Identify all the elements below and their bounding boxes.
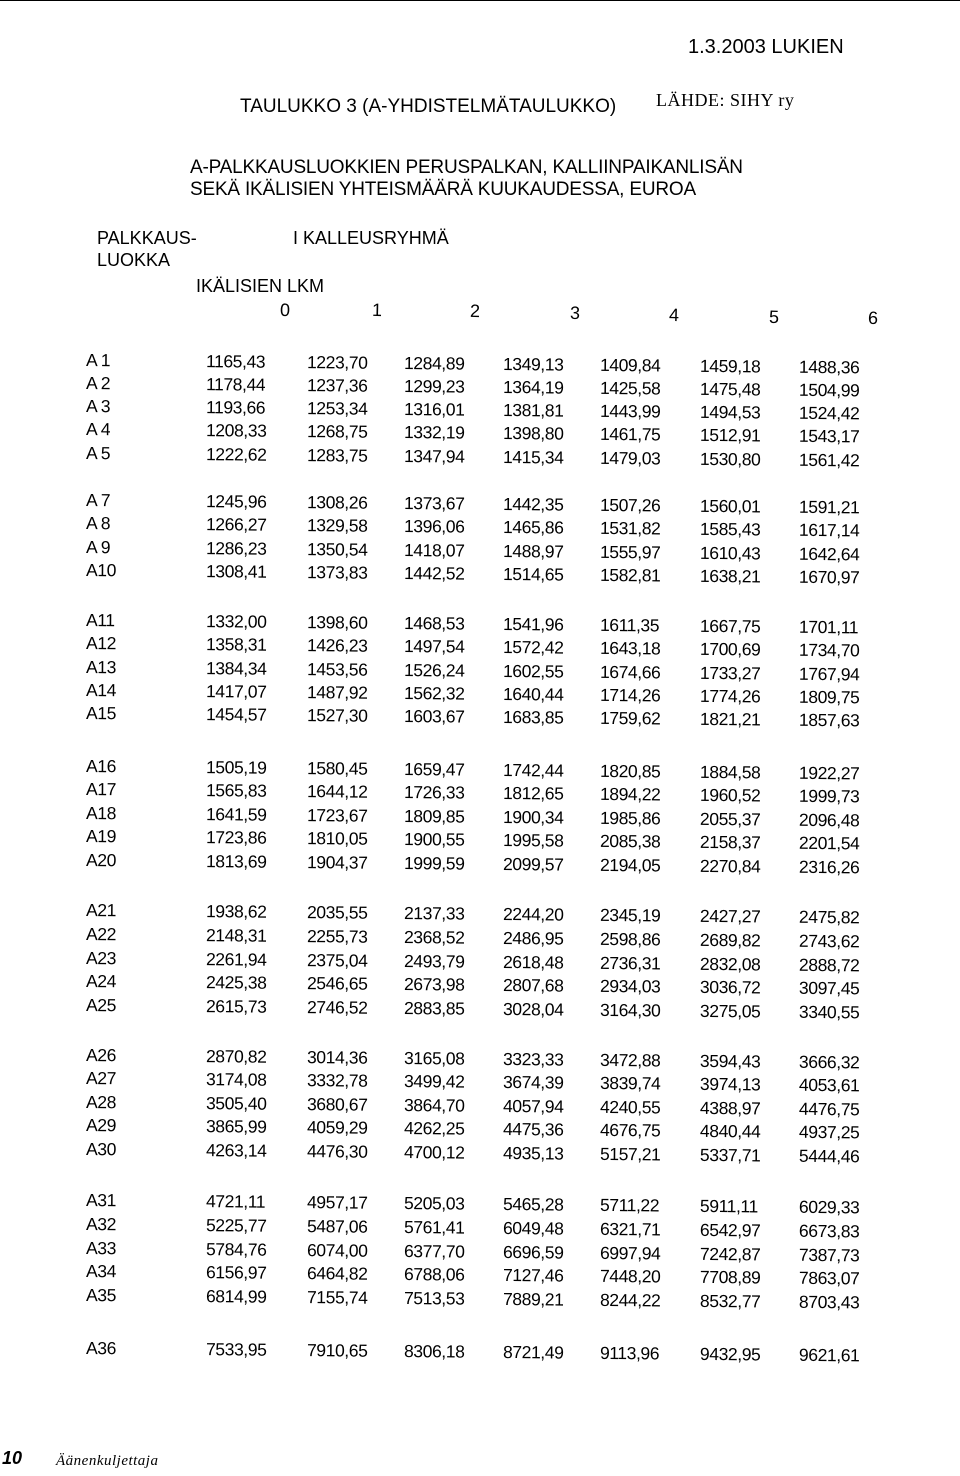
salary-value-cell: 1813,69 xyxy=(205,851,267,872)
salary-value-cell: 2743,62 xyxy=(798,930,860,952)
salary-value-cell: 1774,26 xyxy=(699,685,761,707)
salary-value-cell: 2832,08 xyxy=(699,953,761,975)
salary-value-cell: 1468,53 xyxy=(403,613,465,634)
salary-class-label: A34 xyxy=(85,1260,117,1282)
publication-name: Äänenkuljettaja xyxy=(56,1453,159,1469)
salary-class-label: A32 xyxy=(85,1213,117,1235)
salary-value-cell: 1418,07 xyxy=(403,540,465,561)
salary-value-cell: 4840,44 xyxy=(699,1120,761,1142)
salary-value-cell: 1541,96 xyxy=(502,613,564,635)
salary-value-cell: 1453,56 xyxy=(306,659,368,680)
salary-value-cell: 4057,94 xyxy=(502,1095,564,1117)
salary-class-label: A13 xyxy=(85,656,117,678)
salary-class-label: A31 xyxy=(85,1189,117,1211)
salary-value-cell: 2035,55 xyxy=(306,902,368,923)
salary-value-cell: 2261,94 xyxy=(205,949,267,970)
salary-value-cell: 2099,57 xyxy=(502,853,564,875)
salary-value-cell: 2615,73 xyxy=(205,996,267,1017)
salary-value-cell: 2746,52 xyxy=(306,997,368,1018)
salary-value-cell: 4476,75 xyxy=(798,1098,860,1120)
salary-value-cell: 2888,72 xyxy=(798,954,860,976)
salary-value-cell: 4957,17 xyxy=(306,1192,368,1213)
salary-value-cell: 1409,84 xyxy=(599,354,661,376)
salary-value-cell: 7155,74 xyxy=(306,1287,368,1308)
salary-value-cell: 3014,36 xyxy=(306,1047,368,1068)
salary-value-cell: 1398,60 xyxy=(306,612,368,633)
salary-value-cell: 1572,42 xyxy=(502,636,564,658)
salary-value-cell: 2270,84 xyxy=(699,855,761,877)
salary-value-cell: 7863,07 xyxy=(798,1267,860,1289)
salary-value-cell: 1714,26 xyxy=(599,684,661,706)
salary-value-cell: 2316,26 xyxy=(798,856,860,878)
salary-value-cell: 1332,00 xyxy=(205,611,267,632)
salary-value-cell: 1960,52 xyxy=(699,784,761,806)
salary-value-cell: 4053,61 xyxy=(798,1074,860,1096)
salary-value-cell: 1384,34 xyxy=(205,658,267,679)
salary-value-cell: 1683,85 xyxy=(502,706,564,728)
salary-value-cell: 1237,36 xyxy=(306,375,368,396)
salary-class-label: A35 xyxy=(85,1284,117,1306)
salary-value-cell: 7708,89 xyxy=(699,1266,761,1288)
salary-value-cell: 1488,36 xyxy=(798,356,860,378)
salary-value-cell: 5761,41 xyxy=(403,1217,465,1238)
salary-value-cell: 8703,43 xyxy=(798,1291,860,1313)
salary-value-cell: 1165,43 xyxy=(205,351,266,372)
salary-value-cell: 7513,53 xyxy=(403,1288,465,1309)
class-column-label-2: LUOKKA xyxy=(97,250,171,270)
salary-value-cell: 1560,01 xyxy=(699,495,761,517)
salary-value-cell: 1396,06 xyxy=(403,516,465,537)
salary-value-cell: 2055,37 xyxy=(699,808,761,830)
salary-value-cell: 2158,37 xyxy=(699,831,761,853)
salary-class-label: A36 xyxy=(85,1337,117,1359)
salary-value-cell: 1820,85 xyxy=(599,760,661,782)
salary-value-cell: 3323,33 xyxy=(502,1048,564,1070)
salary-value-cell: 6997,94 xyxy=(599,1242,661,1264)
increment-count-label: IKÄLISIEN LKM xyxy=(196,276,325,296)
salary-value-cell: 6696,59 xyxy=(502,1241,564,1263)
salary-value-cell: 1894,22 xyxy=(599,783,661,805)
salary-class-label: A 1 xyxy=(85,349,111,371)
salary-value-cell: 4240,55 xyxy=(599,1096,661,1118)
salary-value-cell: 1638,21 xyxy=(699,565,761,587)
salary-value-cell: 4263,14 xyxy=(205,1140,267,1161)
salary-class-label: A30 xyxy=(85,1138,117,1160)
salary-value-cell: 1670,97 xyxy=(798,566,860,588)
salary-value-cell: 1479,03 xyxy=(599,447,661,469)
salary-value-cell: 2244,20 xyxy=(502,903,564,925)
salary-class-label: A 5 xyxy=(85,442,111,464)
salary-class-label: A 3 xyxy=(85,395,111,417)
salary-class-label: A33 xyxy=(85,1237,117,1259)
salary-value-cell: 2673,98 xyxy=(403,974,465,995)
salary-value-cell: 3974,13 xyxy=(699,1073,761,1095)
salary-value-cell: 4059,29 xyxy=(306,1117,368,1138)
salary-value-cell: 1426,23 xyxy=(306,635,368,656)
column-header: 1 xyxy=(371,299,383,321)
salary-value-cell: 1442,35 xyxy=(502,493,564,515)
column-header: 0 xyxy=(279,299,291,321)
salary-value-cell: 2427,27 xyxy=(699,905,761,927)
salary-value-cell: 1641,59 xyxy=(205,804,267,825)
salary-value-cell: 7889,21 xyxy=(502,1288,564,1310)
salary-value-cell: 6788,06 xyxy=(403,1264,465,1285)
class-column-label-1: PALKKAUS- xyxy=(97,228,197,248)
salary-value-cell: 3174,08 xyxy=(205,1069,267,1090)
salary-value-cell: 1266,27 xyxy=(205,514,267,535)
salary-value-cell: 2425,38 xyxy=(205,972,267,993)
salary-value-cell: 1514,65 xyxy=(502,563,564,585)
salary-value-cell: 5911,11 xyxy=(699,1195,758,1217)
salary-value-cell: 1759,62 xyxy=(599,707,661,729)
salary-value-cell: 2486,95 xyxy=(502,927,564,949)
salary-value-cell: 4476,30 xyxy=(306,1141,368,1162)
salary-value-cell: 1283,75 xyxy=(306,445,368,466)
salary-value-cell: 1922,27 xyxy=(798,762,860,784)
salary-value-cell: 2546,65 xyxy=(306,973,368,994)
salary-value-cell: 1286,23 xyxy=(205,538,267,559)
salary-class-label: A 4 xyxy=(85,418,111,440)
salary-class-label: A20 xyxy=(85,849,117,871)
salary-value-cell: 8532,77 xyxy=(699,1290,761,1312)
salary-value-cell: 1223,70 xyxy=(306,352,368,373)
salary-value-cell: 1603,67 xyxy=(403,706,465,727)
salary-value-cell: 6673,83 xyxy=(798,1220,860,1242)
salary-value-cell: 1268,75 xyxy=(306,421,368,442)
salary-value-cell: 1494,53 xyxy=(699,401,761,423)
salary-value-cell: 1591,21 xyxy=(798,496,860,518)
salary-value-cell: 1208,33 xyxy=(205,420,267,441)
salary-value-cell: 1488,97 xyxy=(502,540,564,562)
salary-value-cell: 4700,12 xyxy=(403,1142,465,1163)
salary-value-cell: 7448,20 xyxy=(599,1265,661,1287)
salary-value-cell: 6156,97 xyxy=(205,1262,267,1283)
salary-value-cell: 1884,58 xyxy=(699,761,761,783)
salary-value-cell: 1617,14 xyxy=(798,519,860,541)
source-note: LÄHDE: SIHY ry xyxy=(656,90,795,110)
salary-value-cell: 1985,86 xyxy=(599,807,661,829)
salary-value-cell: 1425,58 xyxy=(599,377,661,399)
salary-value-cell: 5205,03 xyxy=(403,1193,465,1214)
salary-class-label: A26 xyxy=(85,1044,117,1066)
salary-value-cell: 1580,45 xyxy=(306,758,368,779)
salary-value-cell: 1524,42 xyxy=(798,402,860,424)
salary-value-cell: 8244,22 xyxy=(599,1289,661,1311)
salary-class-label: A27 xyxy=(85,1067,117,1089)
price-group-label: I KALLEUSRYHMÄ xyxy=(293,228,449,248)
salary-value-cell: 1442,52 xyxy=(403,563,465,584)
salary-value-cell: 7910,65 xyxy=(306,1340,368,1361)
salary-value-cell: 3680,67 xyxy=(306,1094,368,1115)
salary-value-cell: 2883,85 xyxy=(403,998,465,1019)
salary-value-cell: 1373,67 xyxy=(403,493,465,514)
salary-value-cell: 6377,70 xyxy=(403,1241,465,1262)
salary-value-cell: 1742,44 xyxy=(502,759,564,781)
salary-value-cell: 5444,46 xyxy=(798,1145,860,1167)
salary-value-cell: 1475,48 xyxy=(699,378,761,400)
salary-class-label: A15 xyxy=(85,702,117,724)
salary-value-cell: 2345,19 xyxy=(599,904,661,926)
salary-class-label: A 9 xyxy=(85,536,111,558)
salary-value-cell: 1999,73 xyxy=(798,785,860,807)
salary-value-cell: 1562,32 xyxy=(403,683,465,704)
salary-value-cell: 2475,82 xyxy=(798,906,860,928)
salary-value-cell: 1585,43 xyxy=(699,518,761,540)
salary-value-cell: 1417,07 xyxy=(205,681,267,702)
salary-class-label: A12 xyxy=(85,632,117,654)
salary-value-cell: 1857,63 xyxy=(798,709,860,731)
salary-value-cell: 1349,13 xyxy=(502,353,564,375)
salary-value-cell: 1723,86 xyxy=(205,827,267,848)
salary-value-cell: 3164,30 xyxy=(599,999,661,1021)
salary-value-cell: 2870,82 xyxy=(205,1046,267,1067)
salary-class-label: A29 xyxy=(85,1114,117,1136)
salary-class-label: A14 xyxy=(85,679,117,701)
salary-value-cell: 2255,73 xyxy=(306,926,368,947)
salary-value-cell: 2368,52 xyxy=(403,927,465,948)
salary-value-cell: 1350,54 xyxy=(306,539,368,560)
salary-value-cell: 3674,39 xyxy=(502,1071,564,1093)
salary-value-cell: 3594,43 xyxy=(699,1050,761,1072)
salary-class-label: A17 xyxy=(85,778,117,800)
salary-value-cell: 1461,75 xyxy=(599,423,661,445)
salary-value-cell: 2493,79 xyxy=(403,951,465,972)
salary-value-cell: 1284,89 xyxy=(403,353,465,374)
salary-value-cell: 3472,88 xyxy=(599,1049,661,1071)
salary-value-cell: 6049,48 xyxy=(502,1217,564,1239)
column-header: 2 xyxy=(469,300,481,322)
salary-value-cell: 1938,62 xyxy=(205,901,267,922)
salary-value-cell: 1299,23 xyxy=(403,376,465,397)
salary-value-cell: 3028,04 xyxy=(502,998,564,1020)
salary-value-cell: 1193,66 xyxy=(205,397,266,418)
salary-value-cell: 4262,25 xyxy=(403,1118,465,1139)
salary-class-label: A 8 xyxy=(85,512,111,534)
salary-value-cell: 1308,26 xyxy=(306,492,368,513)
salary-value-cell: 1904,37 xyxy=(306,852,368,873)
salary-value-cell: 6029,33 xyxy=(798,1196,860,1218)
salary-value-cell: 1700,69 xyxy=(699,638,761,660)
salary-value-cell: 1610,43 xyxy=(699,542,761,564)
salary-value-cell: 5225,77 xyxy=(205,1215,267,1236)
salary-class-label: A28 xyxy=(85,1091,117,1113)
salary-value-cell: 2201,54 xyxy=(798,832,860,854)
salary-class-label: A23 xyxy=(85,947,117,969)
salary-value-cell: 2148,31 xyxy=(205,925,267,946)
salary-value-cell: 3097,45 xyxy=(798,977,860,999)
salary-value-cell: 6542,97 xyxy=(699,1219,761,1241)
salary-value-cell: 2618,48 xyxy=(502,951,564,973)
salary-value-cell: 1582,81 xyxy=(599,564,661,586)
table-title: TAULUKKO 3 (A-YHDISTELMÄTAULUKKO) xyxy=(240,96,617,117)
salary-value-cell: 3864,70 xyxy=(403,1095,465,1116)
salary-value-cell: 1364,19 xyxy=(502,376,564,398)
salary-value-cell: 1253,34 xyxy=(306,398,368,419)
salary-value-cell: 3332,78 xyxy=(306,1070,368,1091)
salary-value-cell: 9432,95 xyxy=(699,1343,761,1365)
salary-value-cell: 7387,73 xyxy=(798,1244,860,1266)
salary-class-label: A18 xyxy=(85,802,117,824)
salary-value-cell: 1555,97 xyxy=(599,541,661,563)
salary-value-cell: 3165,08 xyxy=(403,1048,465,1069)
salary-value-cell: 4676,75 xyxy=(599,1119,661,1141)
salary-value-cell: 3666,32 xyxy=(798,1051,860,1073)
page-number: 10 xyxy=(2,1448,23,1468)
salary-value-cell: 1734,70 xyxy=(798,639,860,661)
salary-value-cell: 1644,12 xyxy=(306,781,368,802)
salary-value-cell: 1674,66 xyxy=(599,661,661,683)
salary-class-label: A 2 xyxy=(85,372,111,394)
salary-value-cell: 1415,34 xyxy=(502,446,564,468)
salary-value-cell: 1443,99 xyxy=(599,400,661,422)
salary-value-cell: 6464,82 xyxy=(306,1263,368,1284)
salary-class-label: A21 xyxy=(85,899,117,921)
salary-value-cell: 1308,41 xyxy=(205,561,267,582)
salary-value-cell: 9621,61 xyxy=(798,1344,860,1366)
salary-value-cell: 1526,24 xyxy=(403,660,465,681)
salary-value-cell: 1723,67 xyxy=(306,805,368,826)
salary-value-cell: 2934,03 xyxy=(599,975,661,997)
salary-class-label: A22 xyxy=(85,923,117,945)
salary-value-cell: 1809,85 xyxy=(403,806,465,827)
table-heading-line-1: A-PALKKAUSLUOKKIEN PERUSPALKAN, KALLIINPAIKANLISÄN xyxy=(190,157,743,178)
salary-value-cell: 6074,00 xyxy=(306,1240,368,1261)
salary-value-cell: 4475,36 xyxy=(502,1118,564,1140)
salary-value-cell: 2085,38 xyxy=(599,830,661,852)
salary-value-cell: 2375,04 xyxy=(306,950,368,971)
salary-value-cell: 1810,05 xyxy=(306,828,368,849)
salary-value-cell: 1643,18 xyxy=(599,637,661,659)
salary-value-cell: 9113,96 xyxy=(599,1342,660,1364)
salary-value-cell: 1178,44 xyxy=(205,374,266,395)
salary-value-cell: 1512,91 xyxy=(699,424,761,446)
salary-class-label: A24 xyxy=(85,970,117,992)
salary-value-cell: 2689,82 xyxy=(699,929,761,951)
salary-value-cell: 1667,75 xyxy=(699,615,761,637)
salary-value-cell: 1398,80 xyxy=(502,422,564,444)
salary-value-cell: 1487,92 xyxy=(306,682,368,703)
column-header: 4 xyxy=(668,304,680,326)
salary-value-cell: 1640,44 xyxy=(502,683,564,705)
salary-value-cell: 2598,86 xyxy=(599,928,661,950)
salary-value-cell: 2194,05 xyxy=(599,854,661,876)
salary-value-cell: 2736,31 xyxy=(599,952,661,974)
salary-value-cell: 5711,22 xyxy=(599,1194,660,1216)
salary-value-cell: 5784,76 xyxy=(205,1239,267,1260)
salary-class-label: A 7 xyxy=(85,489,111,511)
salary-value-cell: 6814,99 xyxy=(205,1286,267,1307)
salary-value-cell: 1809,75 xyxy=(798,686,860,708)
salary-class-label: A25 xyxy=(85,994,117,1016)
salary-value-cell: 1812,65 xyxy=(502,782,564,804)
salary-value-cell: 1465,86 xyxy=(502,516,564,538)
salary-value-cell: 1900,34 xyxy=(502,806,564,828)
salary-value-cell: 1659,47 xyxy=(403,759,465,780)
salary-value-cell: 1504,99 xyxy=(798,379,860,401)
salary-value-cell: 1999,59 xyxy=(403,853,465,874)
salary-value-cell: 1222,62 xyxy=(205,444,267,465)
salary-value-cell: 1543,17 xyxy=(798,425,860,447)
column-header: 5 xyxy=(768,306,780,328)
salary-value-cell: 1561,42 xyxy=(798,449,860,471)
effective-date: 1.3.2003 LUKIEN xyxy=(688,36,844,58)
salary-value-cell: 2096,48 xyxy=(798,809,860,831)
salary-value-cell: 1527,30 xyxy=(306,705,368,726)
salary-value-cell: 1995,58 xyxy=(502,829,564,851)
salary-value-cell: 3275,05 xyxy=(699,1000,761,1022)
salary-value-cell: 1602,55 xyxy=(502,660,564,682)
salary-value-cell: 4721,11 xyxy=(205,1191,266,1212)
salary-value-cell: 1316,01 xyxy=(403,399,465,420)
column-header: 3 xyxy=(569,302,581,324)
salary-value-cell: 7127,46 xyxy=(502,1264,564,1286)
salary-value-cell: 4935,13 xyxy=(502,1142,564,1164)
salary-value-cell: 5337,71 xyxy=(699,1144,761,1166)
salary-value-cell: 1565,83 xyxy=(205,780,267,801)
salary-value-cell: 3036,72 xyxy=(699,976,761,998)
salary-value-cell: 3505,40 xyxy=(205,1093,267,1114)
salary-value-cell: 7242,87 xyxy=(699,1243,761,1265)
column-header: 6 xyxy=(867,307,879,329)
salary-value-cell: 1454,57 xyxy=(205,704,267,725)
salary-value-cell: 1381,81 xyxy=(502,399,564,421)
salary-value-cell: 1332,19 xyxy=(403,422,465,443)
salary-value-cell: 5487,06 xyxy=(306,1216,368,1237)
salary-value-cell: 2807,68 xyxy=(502,974,564,996)
salary-value-cell: 6321,71 xyxy=(599,1218,661,1240)
salary-value-cell: 2137,33 xyxy=(403,903,465,924)
salary-value-cell: 4937,25 xyxy=(798,1121,860,1143)
salary-value-cell: 1900,55 xyxy=(403,829,465,850)
salary-class-label: A11 xyxy=(85,609,115,631)
salary-value-cell: 1530,80 xyxy=(699,448,761,470)
salary-value-cell: 3839,74 xyxy=(599,1072,661,1094)
salary-value-cell: 1642,64 xyxy=(798,543,860,565)
salary-class-label: A10 xyxy=(85,559,117,581)
salary-value-cell: 1329,58 xyxy=(306,515,368,536)
salary-value-cell: 1767,94 xyxy=(798,663,860,685)
salary-value-cell: 1821,21 xyxy=(699,708,761,730)
salary-value-cell: 5157,21 xyxy=(599,1143,661,1165)
salary-value-cell: 3340,55 xyxy=(798,1001,860,1023)
salary-value-cell: 1507,26 xyxy=(599,494,661,516)
salary-value-cell: 8721,49 xyxy=(502,1341,564,1363)
salary-value-cell: 1358,31 xyxy=(205,634,267,655)
salary-value-cell: 7533,95 xyxy=(205,1339,267,1360)
salary-value-cell: 1497,54 xyxy=(403,636,465,657)
salary-class-label: A16 xyxy=(85,755,117,777)
salary-value-cell: 1531,82 xyxy=(599,517,661,539)
salary-value-cell: 3865,99 xyxy=(205,1116,267,1137)
salary-value-cell: 1347,94 xyxy=(403,446,465,467)
salary-value-cell: 1505,19 xyxy=(205,757,267,778)
salary-value-cell: 8306,18 xyxy=(403,1341,465,1362)
table-row xyxy=(0,1337,960,1370)
salary-value-cell: 1373,83 xyxy=(306,562,368,583)
salary-value-cell: 1459,18 xyxy=(699,355,761,377)
salary-value-cell: 4388,97 xyxy=(699,1097,761,1119)
salary-class-label: A19 xyxy=(85,825,117,847)
salary-value-cell: 1611,35 xyxy=(599,614,660,636)
salary-value-cell: 3499,42 xyxy=(403,1071,465,1092)
table-heading-line-2: SEKÄ IKÄLISIEN YHTEISMÄÄRÄ KUUKAUDESSA, EUROA xyxy=(190,179,696,200)
salary-value-cell: 5465,28 xyxy=(502,1193,564,1215)
salary-value-cell: 1701,11 xyxy=(798,616,859,638)
salary-value-cell: 1726,33 xyxy=(403,782,465,803)
salary-value-cell: 1733,27 xyxy=(699,662,761,684)
salary-value-cell: 1245,96 xyxy=(205,491,267,512)
